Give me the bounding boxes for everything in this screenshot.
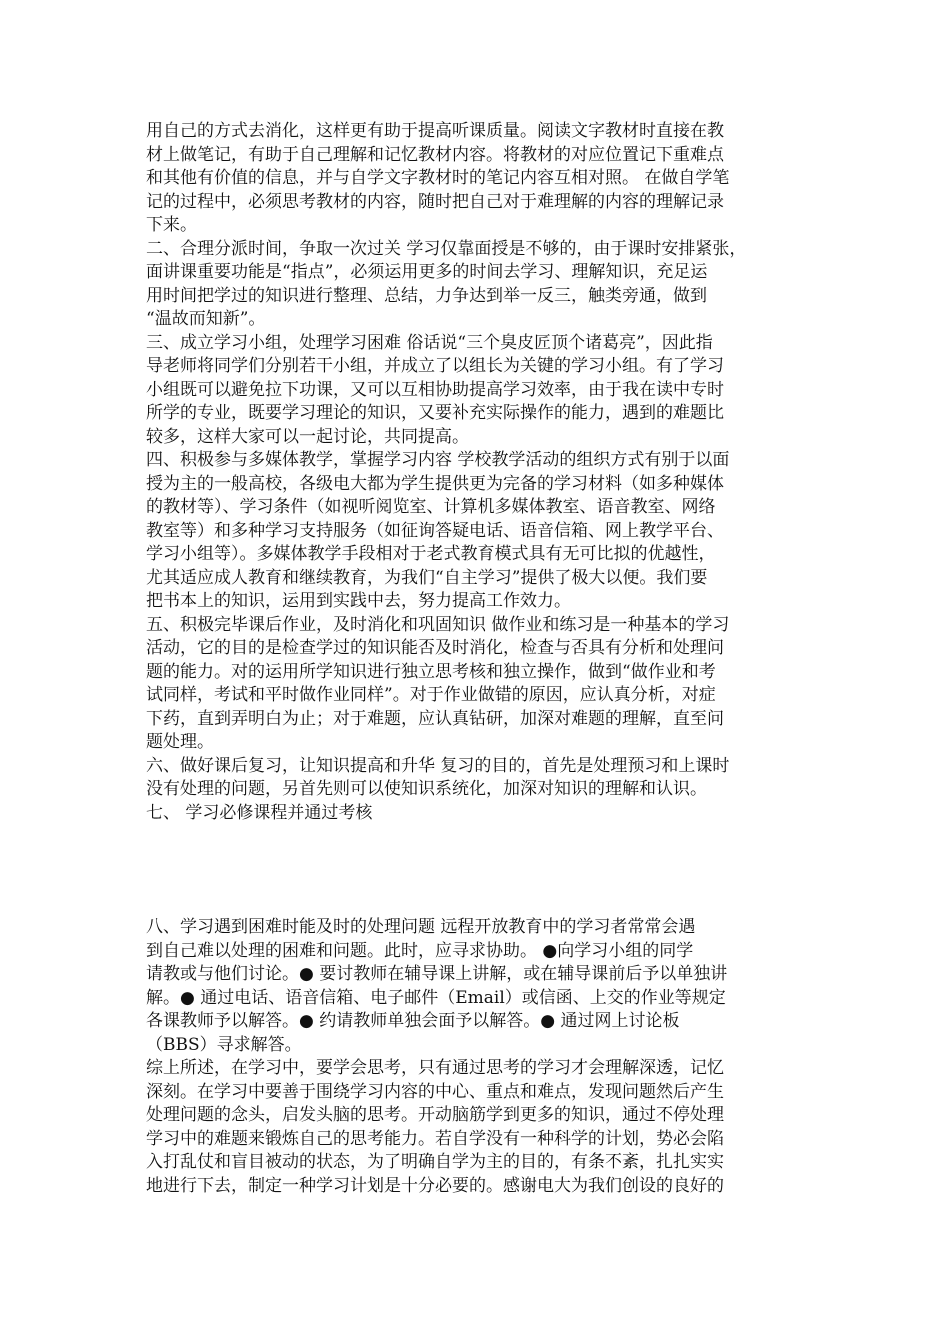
text-line: 解。● 通过电话、语音信箱、电子邮件（Email）或信函、上交的作业等规定	[146, 987, 726, 1008]
text-line: 用时间把学过的知识进行整理、总结，力争达到举一反三，触类旁通，做到	[146, 285, 707, 306]
text-line: 四、积极参与多媒体教学，掌握学习内容 学校教学活动的组织方式有别于以面	[146, 450, 730, 470]
text-line: 和其他有价值的信息，并与自学文字教材时的笔记内容互相对照。 在做自学笔	[146, 168, 730, 188]
text-line: 到自己难以处理的困难和问题。此时，应寻求协助。 ●向学习小组的同学	[146, 940, 694, 961]
body-text-block-1	[146, 120, 826, 825]
text-line: 记的过程中，必须思考教材的内容，随时把自己对于难理解的内容的理解记录	[146, 191, 724, 212]
text-line: 六、做好课后复习，让知识提高和升华 复习的目的，首先是处理预习和上课时	[146, 755, 730, 776]
text-line: 下药，直到弄明白为止；对于难题，应认真钻研，加深对难题的理解，直至问	[146, 708, 724, 729]
text-line: 面讲课重要功能是“指点”，必须运用更多的时间去学习、理解知识，充足运	[146, 262, 708, 282]
text-line: 题处理。	[146, 732, 214, 752]
text-line: 试同样，考试和平时做作业同样”。对于作业做错的原因，应认真分析，对症	[146, 685, 716, 705]
text-line: 深刻。在学习中要善于围绕学习内容的中心、重点和难点，发现问题然后产生	[146, 1081, 724, 1102]
text-line: 学习中的难题来锻炼自己的思考能力。若自学没有一种科学的计划，势必会陷	[146, 1128, 724, 1149]
text-line: 授为主的一般高校，各级电大都为学生提供更为完备的学习材料（如多种媒体	[146, 473, 724, 494]
text-line: 所学的专业，既要学习理论的知识，又要补充实际操作的能力，遇到的难题比	[146, 403, 724, 423]
text-line: 较多，这样大家可以一起讨论，共同提高。	[146, 426, 469, 447]
text-line: 导老师将同学们分别若干小组，并成立了以组长为关键的学习小组。有了学习	[146, 356, 724, 376]
text-line: 活动，它的目的是检查学过的知识能否及时消化，检查与否具有分析和处理问	[146, 638, 724, 658]
text-line: 八、学习遇到困难时能及时的处理问题 远程开放教育中的学习者常常会遇	[146, 917, 696, 937]
text-line: 七、 学习必修课程并通过考核	[146, 802, 373, 823]
text-line: 请教或与他们讨论。● 要讨教师在辅导课上讲解，或在辅导课前后予以单独讲	[146, 964, 728, 984]
text-line: 用自己的方式去消化，这样更有助于提高听课质量。阅读文字教材时直接在教	[146, 121, 724, 141]
text-line: 综上所述，在学习中，要学会思考，只有通过思考的学习才会理解深透，记忆	[146, 1058, 724, 1078]
text-line: 下来。	[146, 215, 197, 235]
text-line: 处理问题的念头，启发头脑的思考。开动脑筋学到更多的知识，通过不停处理	[146, 1105, 724, 1125]
text-line: 三、成立学习小组，处理学习困难 俗话说“三个臭皮匠顶个诸葛亮”，因此指	[146, 332, 713, 353]
text-line: 题的能力。对的运用所学知识进行独立思考核和独立操作，做到“做作业和考	[146, 661, 716, 682]
text-line: 二、合理分派时间，争取一次过关 学习仅靠面授是不够的，由于课时安排紧张，	[146, 238, 747, 259]
text-line: 没有处理的问题，另首先则可以使知识系统化，加深对知识的理解和认识。	[146, 779, 707, 799]
text-line: 五、积极完毕课后作业，及时消化和巩固知识 做作业和练习是一种基本的学习	[146, 614, 730, 635]
text-line: “温故而知新”。	[146, 309, 266, 329]
text-line: 的教材等）、学习条件（如视听阅览室、计算机多媒体教室、语音教室、网络	[146, 497, 716, 517]
text-line: 把书本上的知识，运用到实践中去，努力提高工作效力。	[146, 591, 571, 611]
text-line: 地进行下去，制定一种学习计划是十分必要的。感谢电大为我们创设的良好的	[146, 1175, 724, 1196]
body-text-block-2	[146, 916, 826, 1198]
text-line: 尤其适应成人教育和继续教育，为我们“自主学习”提供了极大以便。我们要	[146, 567, 708, 588]
text-line: 各课教师予以解答。● 约请教师单独会面予以解答。● 通过网上讨论板	[146, 1011, 680, 1031]
text-line: 小组既可以避免拉下功课，又可以互相协助提高学习效率，由于我在读中专时	[146, 379, 724, 400]
text-line: （BBS）寻求解答。	[146, 1034, 302, 1055]
text-line: 教室等）和多种学习支持服务（如征询答疑电话、语音信箱、网上教学平台、	[146, 520, 724, 541]
text-line: 材上做笔记，有助于自己理解和记忆教材内容。将教材的对应位置记下重难点	[146, 144, 724, 165]
text-line: 学习小组等）。多媒体教学手段相对于老式教育模式具有无可比拟的优越性，	[146, 544, 716, 564]
text-line: 入打乱仗和盲目被动的状态，为了明确自学为主的目的，有条不紊，扎扎实实	[146, 1152, 724, 1172]
